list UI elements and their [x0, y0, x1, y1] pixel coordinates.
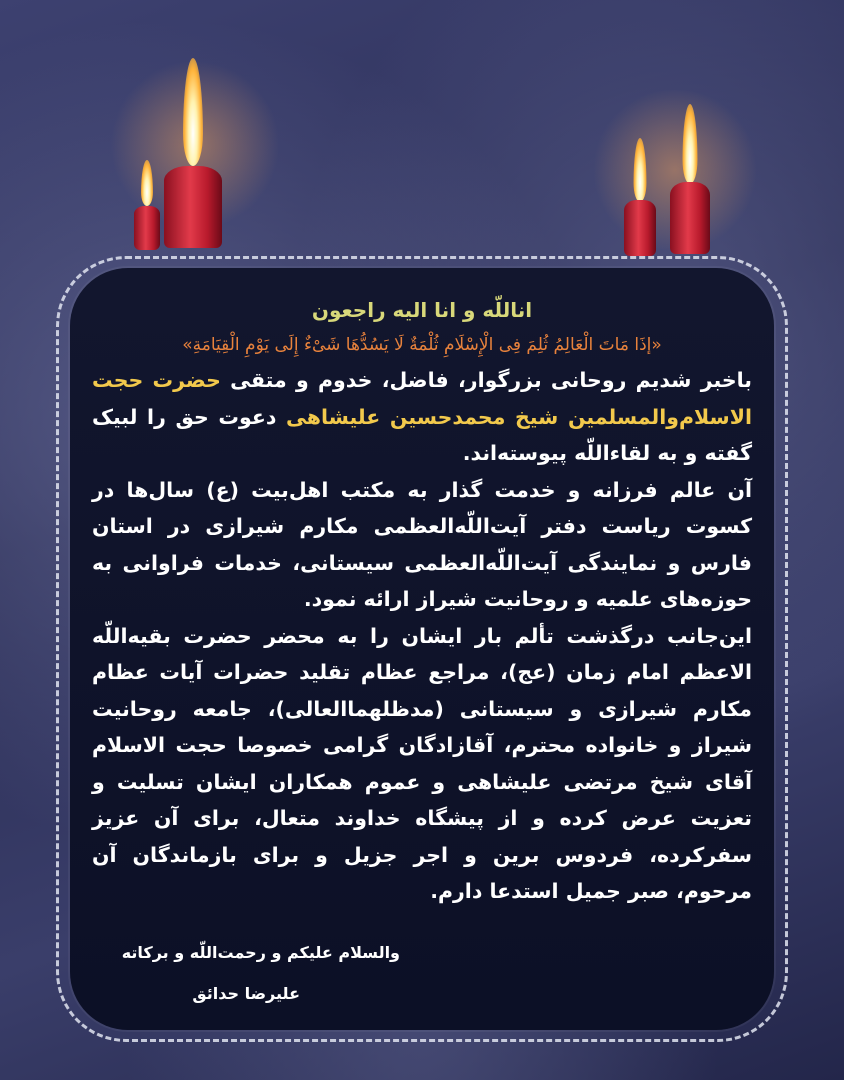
flame-icon: [183, 58, 203, 166]
condolence-message: [92, 296, 752, 910]
paragraph-1-part-2: دعوت حق را لبیک گفته و به لقاءاللّه پیوسته‌اند.: [92, 404, 752, 465]
candle-wax: [624, 200, 656, 256]
candle-wax: [134, 206, 160, 250]
paragraph-3: این‌جانب درگذشت تألم بار ایشان را به محضر حضرت بقیه‌اللّه الاعظم امام زمان (عج)، مراجع عظام تقلید حضرات آیات عظام مکارم شیرازی و سیستانی (مدظلهماالعالی)، جامعه روحانیت شیراز و خانواده محترم، آقازادگان گرامی خصوصا حجت الاسلام آقای شیخ مرتضی علیشاهی و عموم همکاران ایشان تسلیت و تعزیت عرض کرده و از پیشگاه خداوند متعال، برای آن عزیز سفرکرده، فردوس برین و اجر جزیل و برای بازماندگان آن مرحوم، صبر جمیل استدعا دارم.: [92, 623, 752, 903]
candle-small-right: [624, 138, 656, 256]
deceased-name: حضرت حجت الاسلام‌والمسلمین شیخ محمدحسین علیشاهی: [92, 368, 753, 429]
message-body: [92, 362, 752, 910]
flame-icon: [141, 160, 153, 206]
candle-small-left: [134, 160, 160, 250]
paragraph-2: آن عالم فرزانه و خدمت گذار به مکتب اهل‌بیت (ع) سال‌ها در کسوت ریاست دفتر آیت‌اللّه‌العظمی مکارم شیرازی در استان فارس و نمایندگی آیت‌اللّه‌العظمی سیستانی، خدمات فراوانی به حوزه‌های علمیه و روحانیت شیراز ارائه نمود.: [92, 477, 752, 611]
hadith-quote: «إذَا مَاتَ الْعَالِمُ ثُلِمَ فِی الْإِسْلَامِ ثُلْمَةٌ لَا یَسُدُّهَا شَیْ‏ءٌ إِلَى یَوْمِ الْقِیَامَةِ»: [182, 335, 662, 355]
candle-wax: [670, 182, 710, 254]
paragraph-1: [92, 362, 752, 472]
paragraph-1-part-1: باخبر شدیم روحانی بزرگوار، فاضل، خدوم و متقی: [220, 368, 753, 392]
candle-large-right: [670, 104, 710, 254]
signature: علیرضا حدائق: [192, 984, 300, 1003]
flame-icon: [683, 104, 698, 184]
heading: اناللّه و انا الیه راجعون: [311, 298, 533, 322]
closing-salutation: والسلام علیکم و رحمت‌اللّه و برکاته: [121, 943, 400, 962]
candle-large-left: [164, 58, 222, 248]
flame-icon: [634, 138, 647, 202]
candle-wax: [164, 166, 222, 248]
